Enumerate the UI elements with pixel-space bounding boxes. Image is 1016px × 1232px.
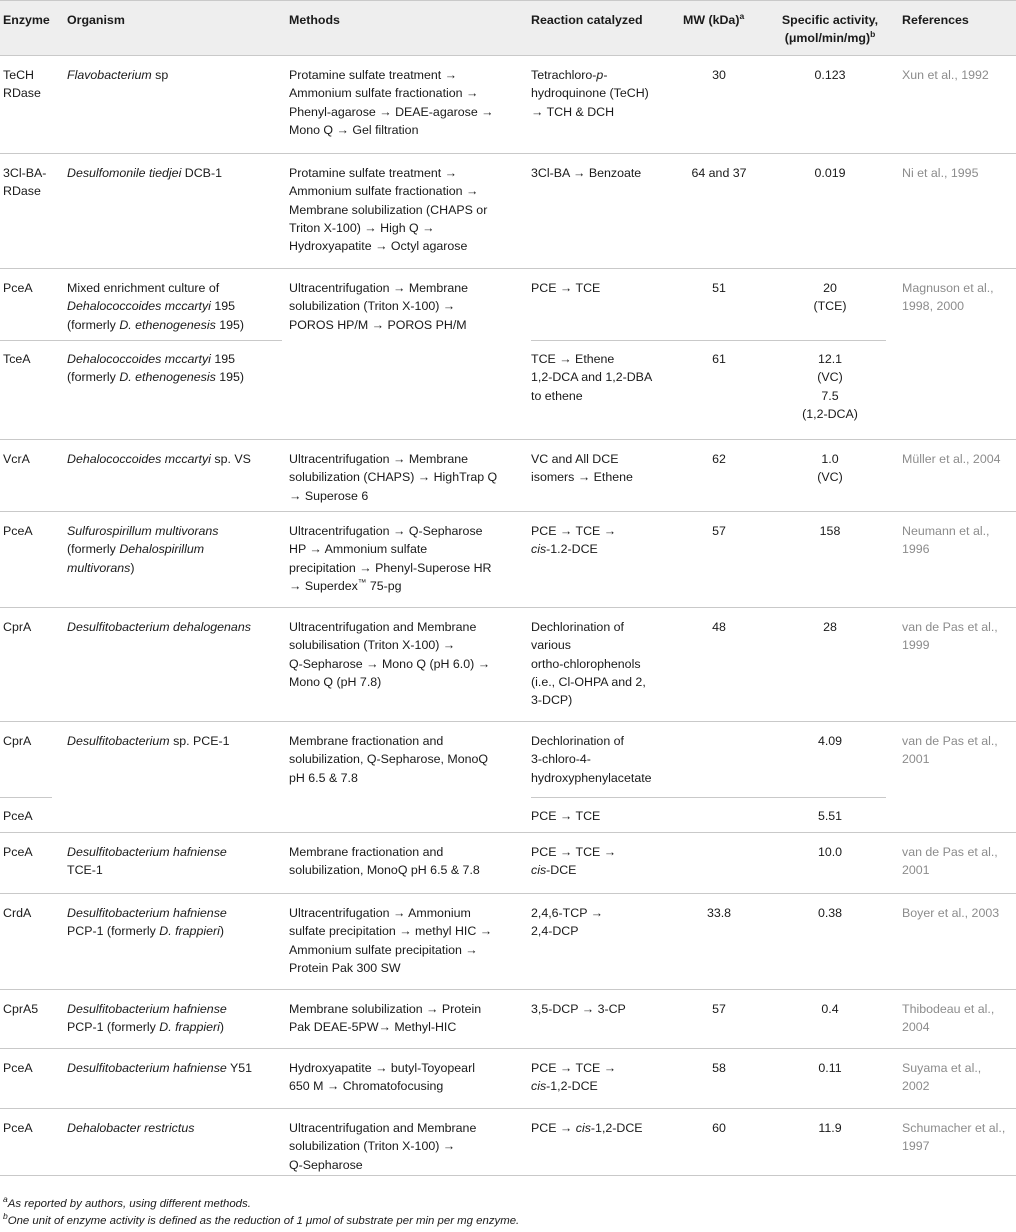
- cell-methods: Ultracentrifugation and Membrane solubilisation (Triton X-100) → Q-Sepharose → Mono Q (pH 6.0) → Mono Q (pH 7.8): [289, 620, 491, 689]
- cell-reaction: Dechlorination of various ortho-chlorophenols (i.e., Cl-OHPA and 2, 3-DCP): [531, 620, 646, 708]
- cell-activity: 0.38: [817, 906, 843, 920]
- cell-activity: 10.0: [817, 845, 843, 859]
- cell-activity: 5.51: [817, 809, 843, 823]
- header-mw: MW (kDa)$^a$: [683, 10, 745, 27]
- cell-mw: 62: [712, 452, 726, 466]
- cell-mw: 57: [712, 1002, 726, 1016]
- cell-enzyme: CrdA: [3, 906, 32, 920]
- cell-organism: Desulfitobacterium hafniense PCP-1 (formerly D. frappieri): [67, 906, 227, 939]
- cell-references: Thibodeau et al., 2004: [902, 1002, 995, 1035]
- cell-organism: Desulfitobacterium hafniense PCP-1 (formerly D. frappieri): [67, 1002, 227, 1035]
- cell-activity: 0.4: [821, 1002, 839, 1016]
- cell-organism: Desulfomonile tiedjei DCB-1: [67, 166, 222, 180]
- row-divider: [0, 797, 52, 798]
- cell-references: van de Pas et al., 2001: [902, 845, 998, 878]
- cell-methods: Ultracentrifugation → Membrane solubilization (CHAPS) → HighTrap Q → Superose 6: [289, 452, 498, 503]
- cell-enzyme: PceA: [3, 1061, 33, 1075]
- footnote-a: $^a$As reported by authors, using different methods.: [3, 1194, 251, 1210]
- cell-references: Magnuson et al., 1998, 2000: [902, 281, 994, 314]
- cell-mw: 30: [712, 68, 726, 82]
- cell-references: Suyama et al., 2002: [902, 1061, 982, 1094]
- cell-methods: Membrane fractionation and solubilization, MonoQ pH 6.5 & 7.8: [289, 845, 480, 878]
- cell-references: Müller et al., 2004: [902, 452, 1001, 466]
- header-activity: Specific activity, $(\mu mol/\min/mg)^b$: [781, 13, 879, 45]
- cell-activity: 158: [819, 524, 841, 538]
- cell-organism: Desulfitobacterium hafniense Y51: [67, 1061, 253, 1075]
- cell-references: Boyer et al., 2003: [902, 906, 1000, 920]
- cell-organism: Desulfitobacterium sp. PCE-1: [67, 734, 230, 748]
- cell-activity: 12.1 (VC) 7.5 (1,2-DCA): [802, 352, 858, 421]
- cell-reaction: Dechlorination of 3-chloro-4- hydroxyphenylacetate: [531, 734, 652, 785]
- cell-mw: 60: [712, 1121, 726, 1135]
- cell-mw: 61: [712, 352, 726, 366]
- header-organism: Organism: [67, 13, 125, 27]
- cell-reaction: PCE → TCE → cis-DCE: [531, 845, 617, 878]
- cell-references: van de Pas et al., 2001: [902, 734, 998, 767]
- row-divider: [531, 797, 886, 798]
- cell-reaction: PCE → cis-1,2-DCE: [531, 1121, 643, 1135]
- cell-enzyme: CprA: [3, 620, 32, 634]
- table-row: [0, 1049, 1016, 1109]
- cell-enzyme: TceA: [3, 352, 31, 366]
- header-enzyme: Enzyme: [3, 13, 50, 27]
- cell-mw: 48: [712, 620, 726, 634]
- cell-activity: 0.123: [814, 68, 846, 82]
- cell-enzyme: PceA: [3, 281, 33, 295]
- cell-activity: 0.019: [814, 166, 846, 180]
- cell-references: van de Pas et al., 1999: [902, 620, 998, 653]
- header-reaction: Reaction catalyzed: [531, 13, 643, 27]
- cell-activity: 20 (TCE): [813, 281, 847, 314]
- cell-enzyme: PceA: [3, 809, 33, 823]
- cell-references: Xun et al., 1992: [902, 68, 989, 82]
- cell-mw: 33.8: [706, 906, 732, 920]
- cell-enzyme: PceA: [3, 524, 33, 538]
- cell-reaction: 3Cl-BA → Benzoate: [531, 166, 642, 180]
- cell-mw: 57: [712, 524, 726, 538]
- cell-reaction: PCE → TCE → cis-1.2-DCE: [531, 524, 617, 557]
- cell-methods: Hydroxyapatite → butyl-Toyopearl 650 M → Chromatofocusing: [289, 1061, 475, 1094]
- cell-activity: 0.11: [818, 1061, 842, 1075]
- cell-methods: Ultracentrifugation and Membrane solubilization (Triton X-100) → Q-Sepharose: [289, 1121, 477, 1172]
- cell-activity: 28: [823, 620, 837, 634]
- cell-organism: Mixed enrichment culture of Dehalococcoides mccartyi 195 (formerly D. ethenogenesis 195): [67, 281, 245, 332]
- cell-references: Ni et al., 1995: [902, 166, 979, 180]
- cell-enzyme: TeCH RDase: [3, 68, 41, 101]
- cell-organism: Sulfurospirillum multivorans (formerly Dehalospirillum multivorans): [67, 524, 219, 575]
- cell-enzyme: PceA: [3, 845, 33, 859]
- header-references: References: [902, 13, 969, 27]
- cell-methods: Ultracentrifugation → Membrane solubilization (Triton X-100) → POROS HP/M → POROS PH/M: [289, 281, 469, 332]
- cell-methods: Ultracentrifugation → Q-Sepharose HP → Ammonium sulfate precipitation → Phenyl-Superose HR → Superdex™ 75-pg: [289, 524, 492, 593]
- cell-mw: 51: [712, 281, 726, 295]
- cell-methods: Protamine sulfate treatment → Ammonium sulfate fractionation → Membrane solubilization (CHAPS or Triton X-100) → High Q → Hydroxyapatite → Octyl agarose: [289, 166, 488, 254]
- cell-enzyme: CprA5: [3, 1002, 39, 1016]
- cell-methods: Membrane solubilization → Protein Pak DEAE-5PW→ Methyl-HIC: [289, 1002, 482, 1035]
- header-methods: Methods: [289, 13, 340, 27]
- cell-organism: Dehalococcoides mccartyi sp. VS: [67, 452, 251, 466]
- cell-organism: Desulfitobacterium dehalogenans: [67, 620, 251, 634]
- cell-mw: 64 and 37: [691, 166, 747, 180]
- cell-enzyme: CprA: [3, 734, 32, 748]
- cell-reaction: Tetrachloro-p- hydroquinone (TeCH) → TCH & DCH: [531, 68, 649, 119]
- cell-mw: 58: [712, 1061, 726, 1075]
- cell-reaction: TCE → Ethene 1,2-DCA and 1,2-DBA to ethene: [531, 352, 653, 403]
- cell-reaction: VC and All DCE isomers → Ethene: [531, 452, 633, 485]
- cell-organism: Dehalobacter restrictus: [67, 1121, 195, 1135]
- cell-reaction: 3,5-DCP → 3-CP: [531, 1002, 626, 1016]
- cell-reaction: 2,4,6-TCP → 2,4-DCP: [531, 906, 604, 939]
- table-header: [0, 0, 1016, 56]
- cell-methods: Ultracentrifugation → Ammonium sulfate precipitation → methyl HIC → Ammonium sulfate precipitation → Protein Pak 300 SW: [289, 906, 493, 975]
- footnote-b: $^b$One unit of enzyme activity is defined as the reduction of 1 μmol of substrate per min per mg enzyme.: [3, 1211, 520, 1227]
- cell-enzyme: 3Cl-BA- RDase: [3, 166, 47, 199]
- cell-organism: Desulfitobacterium hafniense TCE-1: [67, 845, 227, 878]
- cell-activity: 11.9: [818, 1121, 842, 1135]
- cell-methods: Protamine sulfate treatment → Ammonium sulfate fractionation → Phenyl-agarose → DEAE-agarose → Mono Q → Gel filtration: [289, 68, 494, 137]
- cell-organism: Flavobacterium sp: [67, 68, 169, 82]
- cell-methods: Membrane fractionation and solubilization, Q-Sepharose, MonoQ pH 6.5 & 7.8: [289, 734, 489, 785]
- cell-references: Schumacher et al., 1997: [902, 1121, 1006, 1154]
- cell-references: Neumann et al., 1996: [902, 524, 990, 557]
- cell-enzyme: PceA: [3, 1121, 33, 1135]
- cell-reaction: PCE → TCE → cis-1,2-DCE: [531, 1061, 617, 1094]
- row-divider: [531, 340, 886, 341]
- cell-activity: 4.09: [817, 734, 843, 748]
- cell-activity: 1.0 (VC): [817, 452, 843, 485]
- row-divider: [0, 340, 282, 341]
- cell-reaction: PCE → TCE: [531, 281, 601, 295]
- cell-reaction: PCE → TCE: [531, 809, 601, 823]
- cell-enzyme: VcrA: [3, 452, 30, 466]
- cell-organism: Dehalococcoides mccartyi 195 (formerly D. ethenogenesis 195): [67, 352, 245, 385]
